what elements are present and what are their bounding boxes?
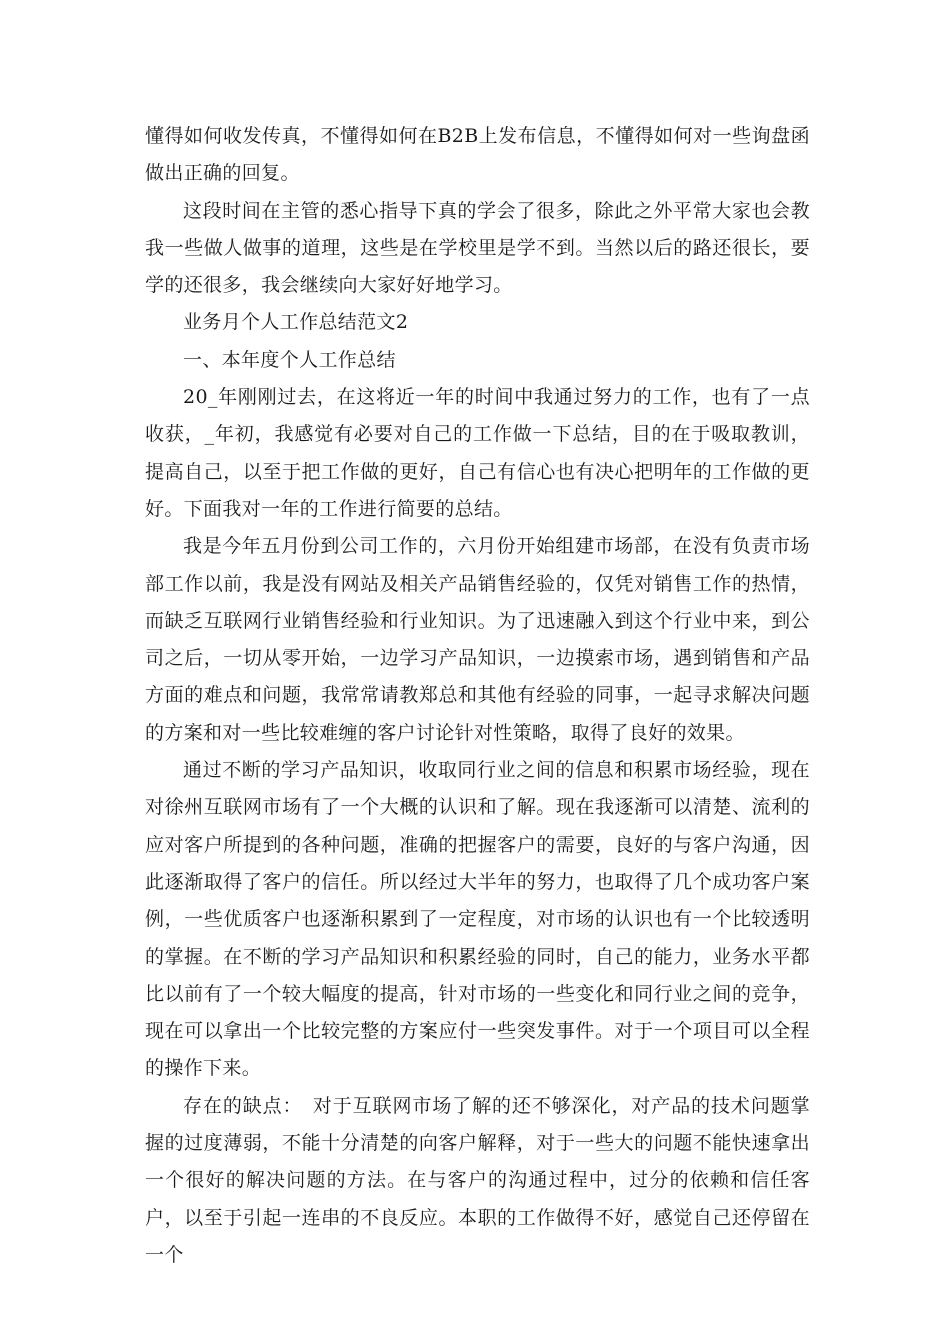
paragraph-fax-b2b: 懂得如何收发传真，不懂得如何在B2B上发布信息，不懂得如何对一些询盘函做出正确的回复。 bbox=[145, 125, 810, 185]
section-heading: 一、本年度个人工作总结 bbox=[183, 348, 396, 371]
paragraph-year-summary: 20_年刚刚过去，在这将近一年的时间中我通过努力的工作，也有了一点收获，_年初，我感觉有必要对自己的工作做一下总结，目的在于吸取教训，提高自己，以至于把工作做的更好，自己有信心也有决心把明年的工作做的更好。下面我对一年的工作进行简要的总结。 bbox=[145, 386, 810, 520]
paragraph-joining-company: 我是今年五月份到公司工作的，六月份开始组建市场部，在没有负责市场部工作以前，我是没有网站及相关产品销售经验的，仅凭对销售工作的热情，而缺乏互联网行业销售经验和行业知识。为了迅速融入到这个行业中来，到公司之后，一切从零开始，一边学习产品知识，一边摸索市场，遇到销售和产品方面的难点和问题，我常常请教郑总和其他有经验的同事，一起寻求解决问题的方案和对一些比较难缠的客户讨论针对性策略，取得了良好的效果。 bbox=[145, 535, 810, 744]
paragraph-supervisor-guidance: 这段时间在主管的悉心指导下真的学会了很多，除此之外平常大家也会教我一些做人做事的道理，这些是在学校里是学不到。当然以后的路还很长，要学的还很多，我会继续向大家好好地学习。 bbox=[145, 199, 810, 297]
section-title: 业务月个人工作总结范文2 bbox=[183, 311, 409, 334]
paragraph-shortcomings: 存在的缺点： 对于互联网市场了解的还不够深化，对产品的技术问题掌握的过度薄弱，不能十分清楚的向客户解释，对于一些大的问题不能快速拿出一个很好的解决问题的方法。在与客户的沟通过程中，过分的依赖和信任客户，以至于引起一连串的不良反应。本职的工作做得不好，感觉自己还停留在一个 bbox=[145, 1094, 810, 1266]
document-body bbox=[145, 118, 810, 1274]
paragraph-learning-progress: 通过不断的学习产品知识，收取同行业之间的信息和积累市场经验，现在对徐州互联网市场有了一个大概的认识和了解。现在我逐渐可以清楚、流利的应对客户所提到的各种问题，准确的把握客户的需要，良好的与客户沟通，因此逐渐取得了客户的信任。所以经过大半年的努力，也取得了几个成功客户案例，一些优质客户也逐渐积累到了一定程度，对市场的认识也有一个比较透明的掌握。在不断的学习产品知识和积累经验的同时，自己的能力，业务水平都比以前有了一个较大幅度的提高，针对市场的一些变化和同行业之间的竞争，现在可以拿出一个比较完整的方案应付一些突发事件。对于一个项目可以全程的操作下来。 bbox=[145, 759, 810, 1080]
